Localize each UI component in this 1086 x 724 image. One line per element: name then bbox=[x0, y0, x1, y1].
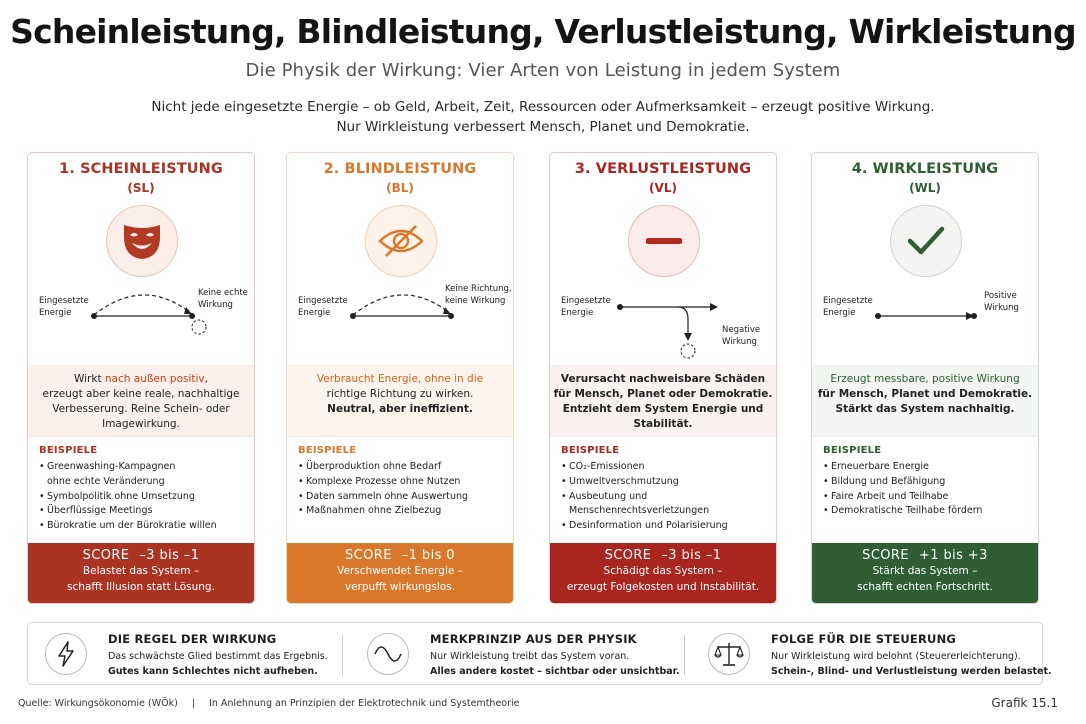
card-header bbox=[287, 153, 513, 365]
flow-label-output: Keine Richtung, keine Wirkung bbox=[445, 284, 512, 306]
figure-number: Grafik 15.1 bbox=[991, 696, 1058, 710]
card-abbreviation: (VL) bbox=[649, 181, 677, 195]
card-description: Verbraucht Energie, ohne in die richtige Richtung zu wirken. Neutral, aber ineffizient. bbox=[287, 365, 513, 437]
rule-title: MERKPRINZIP AUS DER PHYSIK bbox=[430, 632, 637, 646]
icon-circle bbox=[628, 205, 700, 277]
footer-source: Quelle: Wirkungsökonomie (WÖk) | In Anlehnung an Prinzipien der Elektrotechnik und Systemtheorie bbox=[18, 698, 520, 709]
examples-title: BEISPIELE bbox=[561, 445, 620, 456]
examples-list bbox=[298, 460, 503, 519]
divider bbox=[342, 635, 343, 675]
examples-section bbox=[28, 437, 254, 544]
examples-title: BEISPIELE bbox=[298, 445, 357, 456]
card-abbreviation: (WL) bbox=[909, 181, 941, 195]
score-text-2: schafft echten Fortschritt. bbox=[857, 581, 993, 593]
score-text-1: Stärkt das System – bbox=[872, 565, 978, 577]
flow-label-input: Eingesetzte Energie bbox=[298, 296, 348, 318]
rule-text: Nur Wirkleistung wird belohnt (Steuererleichterung). Schein-, Blind- und Verlustleistung werden belastet. bbox=[771, 651, 1052, 677]
energy-flow-diagram bbox=[812, 281, 1039, 365]
intro-line-2: Nur Wirkleistung verbessert Mensch, Planet und Demokratie. bbox=[336, 119, 750, 135]
score-text-2: verpufft wirkungslos. bbox=[344, 581, 456, 593]
card-abbreviation: (SL) bbox=[127, 181, 155, 195]
examples-title: BEISPIELE bbox=[39, 445, 98, 456]
score-line: SCORE –1 bis 0 bbox=[345, 548, 455, 563]
flow-label-output: Positive Wirkung bbox=[984, 291, 1019, 313]
list-item: • Daten sammeln ohne Auswertung bbox=[298, 490, 503, 505]
examples-list bbox=[561, 460, 766, 534]
lightning-icon bbox=[55, 641, 77, 667]
list-item: • Erneuerbare Energie bbox=[823, 460, 1028, 475]
rule-icon-circle bbox=[708, 633, 750, 675]
flow-label-output: Negative Wirkung bbox=[722, 325, 761, 347]
list-item: • Bürokratie um der Bürokratie willen bbox=[39, 519, 244, 534]
icon-circle bbox=[106, 205, 178, 277]
minus-icon bbox=[642, 219, 686, 263]
examples-section bbox=[812, 437, 1038, 544]
rules-panel bbox=[27, 622, 1052, 685]
list-item: • Ausbeutung und Menschenrechtsverletzungen bbox=[561, 490, 766, 520]
crossed-eye-icon bbox=[377, 221, 425, 261]
card-header bbox=[812, 153, 1038, 365]
card-description: Verursacht nachweisbare Schäden für Mensch, Planet oder Demokratie. Entzieht dem System Energie und Stabilität. bbox=[550, 365, 776, 437]
card-title: 2. BLINDLEISTUNG bbox=[323, 161, 477, 177]
score-panel bbox=[812, 543, 1038, 603]
flow-label-input: Eingesetzte Energie bbox=[561, 296, 611, 318]
card-abbreviation: (BL) bbox=[386, 181, 414, 195]
card-title: 4. WIRKLEISTUNG bbox=[851, 161, 999, 177]
scales-icon bbox=[714, 641, 744, 667]
examples-section bbox=[550, 437, 776, 544]
score-panel bbox=[28, 543, 254, 603]
list-item: • Desinformation und Polarisierung bbox=[561, 519, 766, 534]
score-text-1: Verschwendet Energie – bbox=[337, 565, 463, 577]
flow-label-input: Eingesetzte Energie bbox=[823, 296, 873, 318]
score-panel bbox=[550, 543, 776, 603]
rule-wirkung bbox=[28, 623, 358, 686]
score-line: SCORE –3 bis –1 bbox=[604, 548, 722, 563]
list-item: • Demokratische Teilhabe fördern bbox=[823, 504, 1028, 519]
list-item: • Überflüssige Meetings bbox=[39, 504, 244, 519]
list-item: • Faire Arbeit und Teilhabe bbox=[823, 490, 1028, 505]
list-item: • Maßnahmen ohne Zielbezug bbox=[298, 504, 503, 519]
examples-list bbox=[39, 460, 244, 534]
card-header bbox=[28, 153, 254, 365]
theater-mask-icon bbox=[120, 219, 164, 263]
list-item: • Überproduktion ohne Bedarf bbox=[298, 460, 503, 475]
list-item: • Komplexe Prozesse ohne Nutzen bbox=[298, 475, 503, 490]
list-item: • Symbolpolitik ohne Umsetzung bbox=[39, 490, 244, 505]
list-item: • Bildung und Befähigung bbox=[823, 475, 1028, 490]
card-scheinleistung bbox=[27, 152, 255, 604]
score-line: SCORE –3 bis –1 bbox=[82, 548, 200, 563]
list-item: • Greenwashing-Kampagnen ohne echte Veränderung bbox=[39, 460, 244, 490]
card-blindleistung bbox=[286, 152, 514, 604]
divider bbox=[684, 635, 685, 675]
rule-title: FOLGE FÜR DIE STEUERUNG bbox=[771, 632, 957, 646]
energy-flow-diagram bbox=[550, 281, 777, 365]
page-subtitle: Die Physik der Wirkung: Vier Arten von Leistung in jedem System bbox=[245, 60, 841, 81]
card-title: 3. VERLUSTLEISTUNG bbox=[574, 161, 752, 177]
rule-text: Nur Wirkleistung treibt das System voran. Alles andere kostet – sichtbar oder unsichtbar. bbox=[430, 651, 680, 677]
list-item: • CO₂-Emissionen bbox=[561, 460, 766, 475]
examples-title: BEISPIELE bbox=[823, 445, 882, 456]
card-description: Erzeugt messbare, positive Wirkung für Mensch, Planet und Demokratie. Stärkt das System nachhaltig. bbox=[812, 365, 1038, 437]
examples-list bbox=[823, 460, 1028, 519]
card-description: Wirkt nach außen positiv, erzeugt aber keine reale, nachhaltige Verbesserung. Reine Schein- oder Imagewirkung. bbox=[28, 365, 254, 437]
sine-wave-icon bbox=[374, 644, 402, 664]
score-text-1: Belastet das System – bbox=[82, 565, 200, 577]
energy-flow-diagram bbox=[287, 281, 514, 365]
rule-title: DIE REGEL DER WIRKUNG bbox=[108, 632, 277, 646]
score-text-2: erzeugt Folgekosten und Instabilität. bbox=[566, 581, 760, 593]
score-text-2: schafft Illusion statt Lösung. bbox=[67, 581, 215, 593]
flow-label-input: Eingesetzte Energie bbox=[39, 296, 89, 318]
card-title: 1. SCHEINLEISTUNG bbox=[59, 161, 223, 177]
card-verlustleistung bbox=[549, 152, 777, 604]
icon-circle bbox=[890, 205, 962, 277]
rule-text: Das schwächste Glied bestimmt das Ergebnis. Gutes kann Schlechtes nicht aufheben. bbox=[108, 651, 328, 677]
list-item: • Umweltverschmutzung bbox=[561, 475, 766, 490]
energy-flow-diagram bbox=[28, 281, 255, 365]
intro-text bbox=[0, 97, 1086, 137]
score-line: SCORE +1 bis +3 bbox=[862, 548, 988, 563]
icon-circle bbox=[365, 205, 437, 277]
card-wirkleistung bbox=[811, 152, 1039, 604]
flow-arrow-graphic bbox=[550, 281, 777, 365]
checkmark-icon bbox=[904, 219, 948, 263]
flow-label-output: Keine echte Wirkung bbox=[198, 288, 248, 310]
intro-line-1: Nicht jede eingesetzte Energie – ob Geld, Arbeit, Zeit, Ressourcen oder Aufmerksamkeit – erzeugt positive Wirkung. bbox=[151, 99, 935, 115]
examples-section bbox=[287, 437, 513, 544]
rule-steuerung bbox=[691, 623, 1052, 686]
score-panel bbox=[287, 543, 513, 603]
score-text-1: Schädigt das System – bbox=[603, 565, 723, 577]
rule-physik bbox=[350, 623, 690, 686]
rule-icon-circle bbox=[45, 633, 87, 675]
rule-icon-circle bbox=[367, 633, 409, 675]
card-header bbox=[550, 153, 776, 365]
page-title: Scheinleistung, Blindleistung, Verlustleistung, Wirkleistung bbox=[10, 12, 1076, 51]
